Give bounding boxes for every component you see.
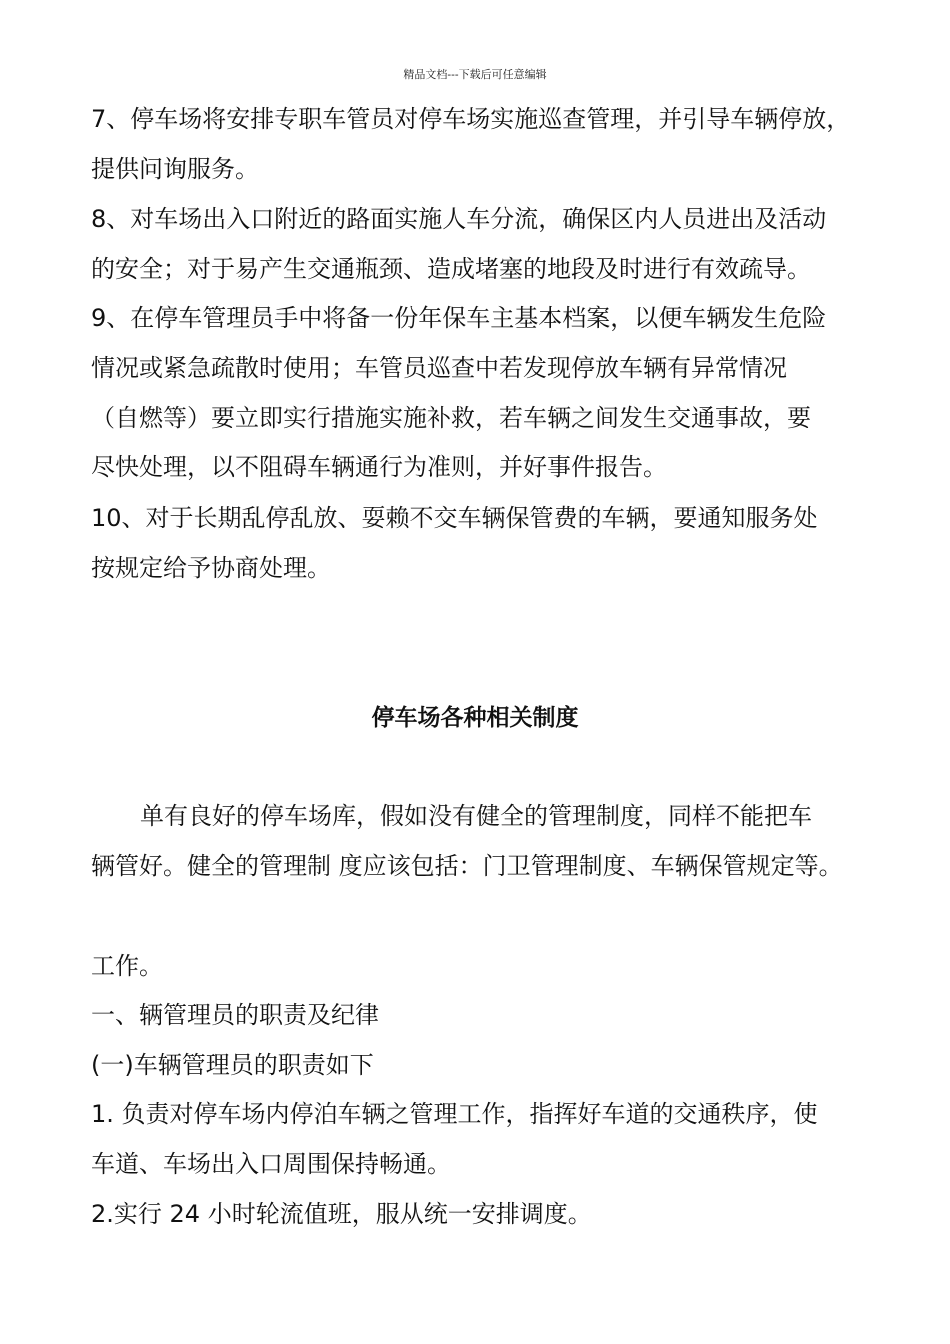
paragraph-line: 工作。	[91, 952, 163, 980]
paragraph-line: 提供问询服务。	[91, 155, 259, 183]
paragraph-line: 7、停车场将安排专职车管员对停车场实施巡查管理，并引导车辆停放，	[91, 105, 851, 133]
paragraph-line: 车道、车场出入口周围保持畅通。	[91, 1150, 451, 1178]
page-header: 精品文档---下载后可任意编辑	[403, 68, 547, 81]
intro-line: 单有良好的停车场库，假如没有健全的管理制度，同样不能把车	[140, 802, 812, 830]
intro-line: 辆管好。健全的管理制 度应该包括：门卫管理制度、车辆保管规定等。	[91, 852, 843, 880]
paragraph-line: (一)车辆管理员的职责如下	[91, 1051, 374, 1079]
paragraph-line: 的安全；对于易产生交通瓶颈、造成堵塞的地段及时进行有效疏导。	[91, 255, 811, 283]
paragraph-line: 按规定给予协商处理。	[91, 554, 331, 582]
paragraph-line: 尽快处理，以不阻碍车辆通行为准则，并好事件报告。	[91, 453, 667, 481]
paragraph-line: 情况或紧急疏散时使用；车管员巡查中若发现停放车辆有异常情况	[91, 354, 787, 382]
paragraph-line: 1. 负责对停车场内停泊车辆之管理工作，指挥好车道的交通秩序，使	[91, 1100, 818, 1128]
section-title: 停车场各种相关制度	[371, 705, 579, 731]
paragraph-line: 2.实行 24 小时轮流值班，服从统一安排调度。	[91, 1200, 592, 1228]
paragraph-line: 8、对车场出入口附近的路面实施人车分流，确保区内人员进出及活动	[91, 205, 827, 233]
paragraph-line: 9、在停车管理员手中将备一份年保车主基本档案，以便车辆发生危险	[91, 304, 827, 332]
paragraph-line: （自燃等）要立即实行措施实施补救，若车辆之间发生交通事故，要	[91, 404, 811, 432]
paragraph-line: 10、对于长期乱停乱放、耍赖不交车辆保管费的车辆，要通知服务处	[91, 504, 818, 532]
paragraph-line: 一、辆管理员的职责及纪律	[91, 1001, 379, 1029]
